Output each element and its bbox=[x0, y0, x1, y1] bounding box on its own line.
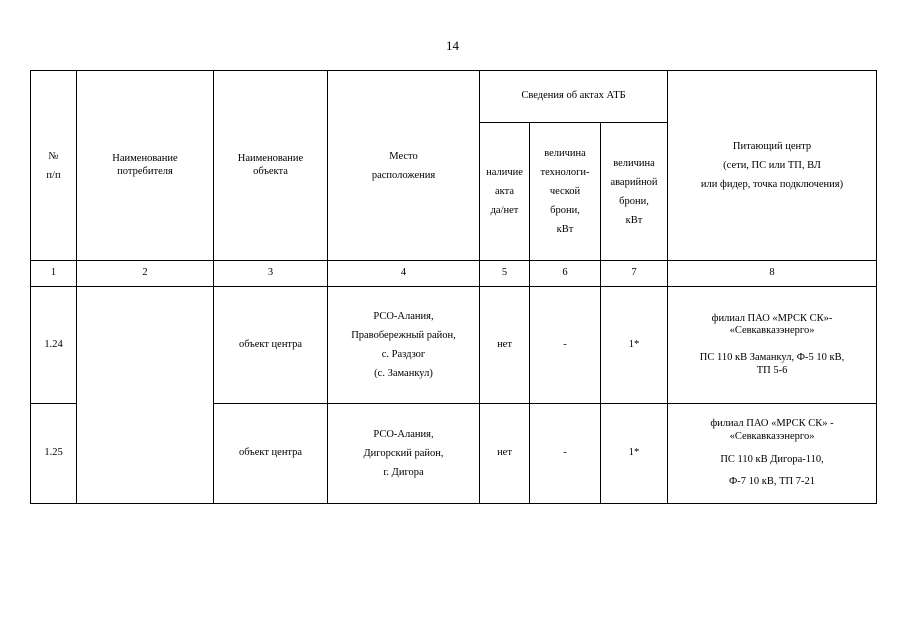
column-number: 8 bbox=[668, 261, 877, 287]
header-atb-group: Сведения об актах АТБ bbox=[480, 71, 668, 123]
header-num: № п/п bbox=[31, 71, 77, 261]
header-tech-reserve: величина технологи- ческой брони, кВт bbox=[530, 123, 601, 261]
column-number: 5 bbox=[480, 261, 530, 287]
emergency-reserve-cell: 1* bbox=[601, 404, 668, 504]
header-row-1 bbox=[31, 71, 877, 123]
column-number: 3 bbox=[214, 261, 328, 287]
column-number: 4 bbox=[328, 261, 480, 287]
consumer-cell bbox=[77, 287, 214, 504]
table-row bbox=[31, 287, 877, 404]
object-cell: объект центра bbox=[214, 404, 328, 504]
tech-reserve-cell: - bbox=[530, 287, 601, 404]
emergency-reserve-cell: 1* bbox=[601, 287, 668, 404]
atb-table bbox=[30, 70, 877, 504]
page-number: 14 bbox=[446, 38, 459, 53]
power-center-cell: филиал ПАО «МРСК СК»- «Севкавказэнерго» ПС 110 кВ Заманкул, Ф-5 10 кВ, ТП 5-6 bbox=[668, 287, 877, 404]
header-act-presence: наличие акта да/нет bbox=[480, 123, 530, 261]
header-object: Наименование объекта bbox=[214, 71, 328, 261]
header-power-center: Питающий центр (сети, ПС или ТП, ВЛ или фидер, точка подключения) bbox=[668, 71, 877, 261]
tech-reserve-cell: - bbox=[530, 404, 601, 504]
header-emergency-reserve: величина аварийной брони, кВт bbox=[601, 123, 668, 261]
header-location: Место расположения bbox=[328, 71, 480, 261]
row-num-cell: 1.25 bbox=[31, 404, 77, 504]
location-cell: РСО-Алания, Правобережный район, с. Раздзог (с. Заманкул) bbox=[328, 287, 480, 404]
object-cell: объект центра bbox=[214, 287, 328, 404]
header-consumer: Наименование потребителя bbox=[77, 71, 214, 261]
act-cell: нет bbox=[480, 287, 530, 404]
column-numbers-row bbox=[31, 261, 877, 287]
power-center-cell: филиал ПАО «МРСК СК» - «Севкавказэнерго» ПС 110 кВ Дигора-110, Ф-7 10 кВ, ТП 7-21 bbox=[668, 404, 877, 504]
column-number: 1 bbox=[31, 261, 77, 287]
act-cell: нет bbox=[480, 404, 530, 504]
row-num-cell: 1.24 bbox=[31, 287, 77, 404]
column-number: 6 bbox=[530, 261, 601, 287]
location-cell: РСО-Алания, Дигорский район, г. Дигора bbox=[328, 404, 480, 504]
column-number: 7 bbox=[601, 261, 668, 287]
column-number: 2 bbox=[77, 261, 214, 287]
